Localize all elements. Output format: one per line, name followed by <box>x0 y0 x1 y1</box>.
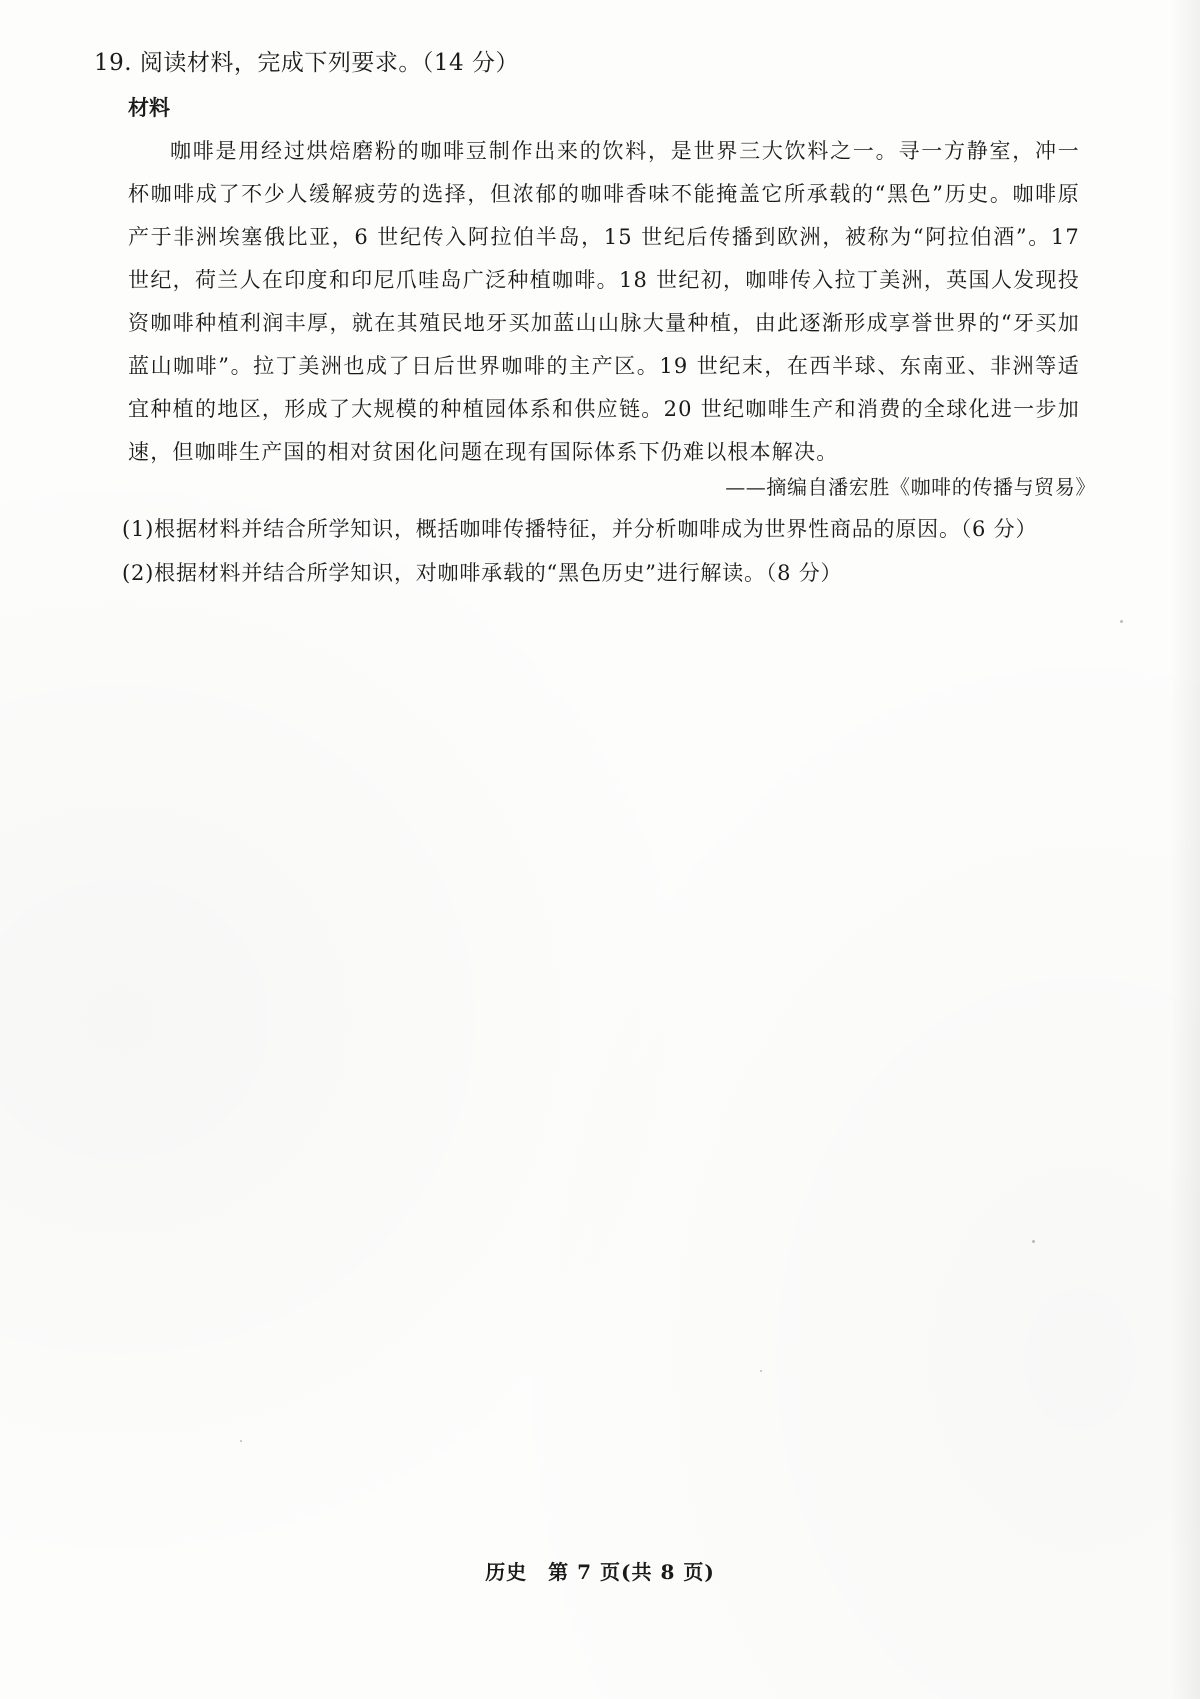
page-footer: 历史 第 7 页(共 8 页) <box>485 1560 715 1584</box>
sub-question-1: (1)根据材料并结合所学知识，概括咖啡传播特征，并分析咖啡成为世界性商品的原因。（6 分） <box>122 517 1038 541</box>
scan-speck <box>1120 620 1123 623</box>
scan-speck <box>760 1370 762 1372</box>
scan-speck <box>240 1440 242 1442</box>
scan-speck <box>1032 1240 1035 1243</box>
scan-edge-shadow <box>1170 0 1200 1699</box>
material-label: 材料 <box>128 95 170 120</box>
question-header: 19. 阅读材料，完成下列要求。（14 分） <box>94 50 519 76</box>
material-source: ——摘编自潘宏胜《咖啡的传播与贸易》 <box>725 475 1096 499</box>
sub-question-2: (2)根据材料并结合所学知识，对咖啡承载的“黑色历史”进行解读。（8 分） <box>122 561 843 585</box>
material-passage: 咖啡是用经过烘焙磨粉的咖啡豆制作出来的饮料，是世界三大饮料之一。寻一方静室，冲一杯咖啡成了不少人缓解疲劳的选择，但浓郁的咖啡香味不能掩盖它所承载的“黑色”历史。咖啡原产于非洲埃塞俄比亚，6 世纪传入阿拉伯半岛，15 世纪后传播到欧洲，被称为“阿拉伯酒”。17 世纪，荷兰人在印度和印尼爪哇岛广泛种植咖啡。18 世纪初，咖啡传入拉丁美洲，英国人发现投资咖啡种植利润丰厚，就在其殖民地牙买加蓝山山脉大量种植，由此逐渐形成享誉世界的“牙买加蓝山咖啡”。拉丁美洲也成了日后世界咖啡的主产区。19 世纪末，在西半球、东南亚、非洲等适宜种植的地区，形成了大规模的种植园体系和供应链。20 世纪咖啡生产和消费的全球化进一步加速，但咖啡生产国的相对贫困化问题在现有国际体系下仍难以根本解决。 <box>128 139 1080 464</box>
